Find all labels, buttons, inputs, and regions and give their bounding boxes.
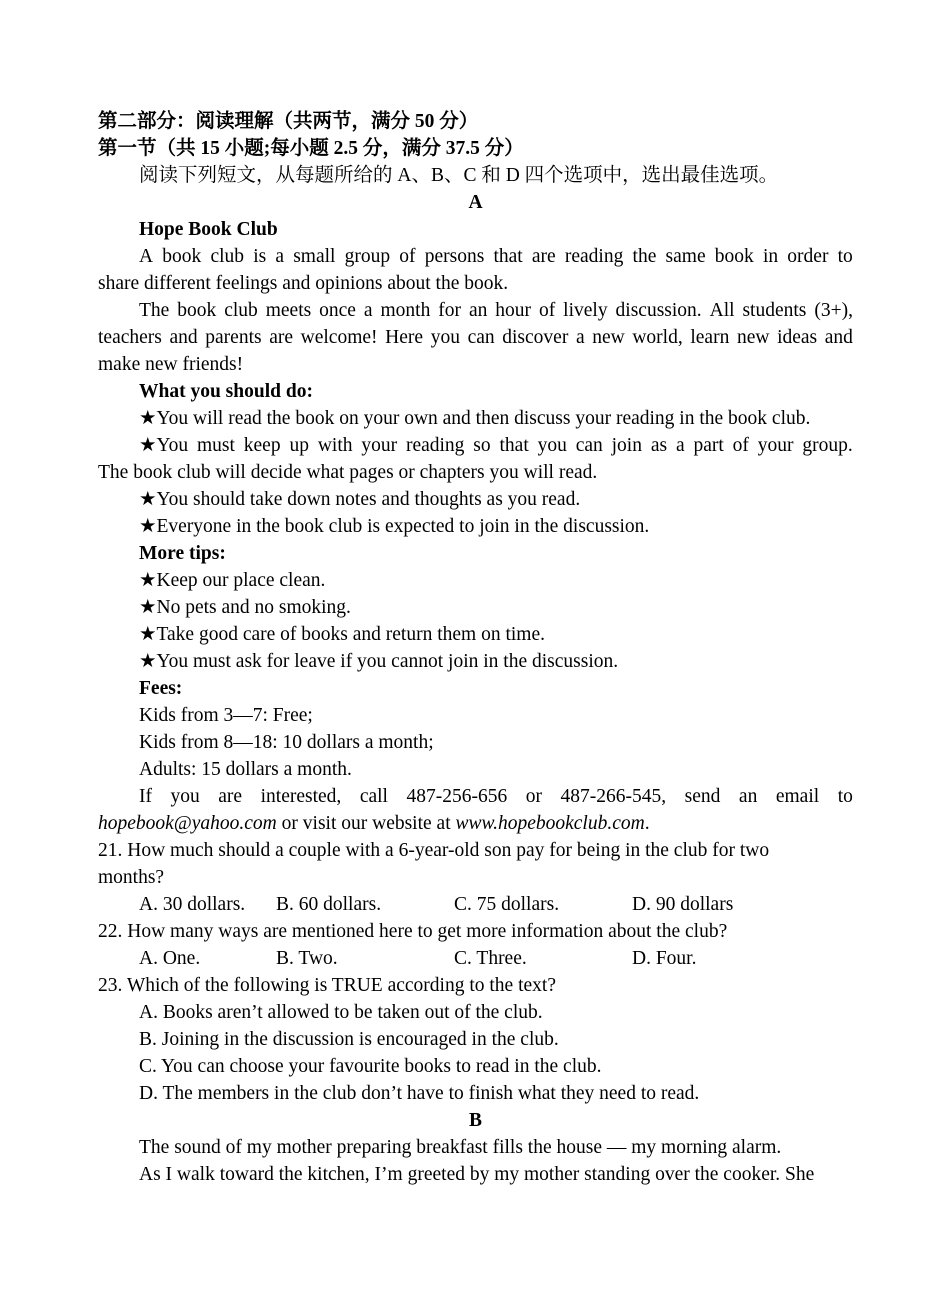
option-b: B. Two.: [276, 948, 338, 969]
word: in: [762, 246, 779, 267]
tip-item-1: ★Keep our place clean.: [139, 570, 326, 591]
word: reading: [564, 246, 624, 267]
word: you: [170, 786, 200, 807]
word: your: [361, 435, 398, 456]
part-heading: 第二部分：阅读理解（共两节，满分 50 分）: [98, 111, 479, 132]
word: you: [430, 327, 460, 348]
word: persons: [424, 246, 485, 267]
word: and: [169, 327, 198, 348]
question-21-line-1: 21. How much should a couple with a 6-year-old son pay for being in the club for two: [98, 840, 770, 861]
contact-line-2: [98, 810, 853, 837]
word: group: [344, 246, 391, 267]
word: students: [742, 300, 807, 321]
word: are: [269, 327, 294, 348]
question-23-option-c: C. You can choose your favourite books to read in the club.: [139, 1056, 602, 1077]
word: send: [684, 786, 721, 807]
word: the: [632, 246, 657, 267]
word: a: [275, 246, 285, 267]
word: that: [499, 435, 529, 456]
question-21-options: [98, 891, 853, 918]
question-23-option-a: A. Books aren’t allowed to be taken out of the club.: [139, 1002, 543, 1023]
word: club: [224, 300, 258, 321]
word: a: [675, 435, 685, 456]
todo-item-2-line-2: The book club will decide what pages or chapters you will read.: [98, 462, 598, 483]
word: club: [210, 246, 245, 267]
word: welcome!: [300, 327, 378, 348]
fee-item-2: Kids from 8—18: 10 dollars a month;: [139, 732, 434, 753]
question-22-options: [98, 945, 853, 972]
word: up: [289, 435, 309, 456]
word: discussion.: [615, 300, 702, 321]
question-23-option-d: D. The members in the club don’t have to finish what they need to read.: [139, 1083, 700, 1104]
word: of: [538, 300, 556, 321]
paragraph-2-line-2: [98, 324, 853, 351]
word: A: [139, 246, 154, 267]
passage-b-paragraph-2: As I walk toward the kitchen, I’m greeted by my mother standing over the cooker. She: [139, 1164, 815, 1185]
todo-item-1: ★You will read the book on your own and then discuss your reading in the book club.: [139, 408, 811, 429]
word: new: [592, 327, 625, 348]
passage-b-letter: B: [468, 1110, 482, 1131]
word: (3+),: [814, 300, 853, 321]
word: are: [218, 786, 243, 807]
option-d: D. 90 dollars: [632, 894, 734, 915]
fee-item-3: Adults: 15 dollars a month.: [139, 759, 352, 780]
word: a: [363, 300, 373, 321]
paragraph-2-line-3: make new friends!: [98, 354, 244, 375]
word: as: [650, 435, 668, 456]
question-23: 23. Which of the following is TRUE according to the text?: [98, 975, 556, 996]
word: small: [293, 246, 336, 267]
passage-a-letter: A: [468, 192, 483, 213]
word: you: [537, 435, 567, 456]
word: email: [775, 786, 820, 807]
word: can: [467, 327, 495, 348]
word: world,: [632, 327, 683, 348]
word: of: [732, 435, 749, 456]
word: book: [714, 246, 754, 267]
word: All: [709, 300, 735, 321]
word: to: [837, 246, 853, 267]
question-21-line-2: months?: [98, 867, 165, 888]
word: can: [575, 435, 603, 456]
word: a: [575, 327, 585, 348]
word: an: [738, 786, 758, 807]
instructions: 阅读下列短文，从每题所给的 A、B、C 和 D 四个选项中，选出最佳选项。: [139, 165, 779, 186]
word: ideas: [777, 327, 818, 348]
option-a: A. 30 dollars.: [139, 894, 246, 915]
word: with: [317, 435, 353, 456]
question-22: 22. How many ways are mentioned here to get more information about the club?: [98, 921, 728, 942]
word: ★You: [139, 435, 189, 456]
word: The: [139, 300, 170, 321]
option-c: C. Three.: [454, 948, 527, 969]
paragraph-1-line-1: [98, 243, 853, 270]
paragraph-2-line-1: [98, 297, 853, 324]
contact-mid-text: or visit our website at: [276, 813, 456, 834]
word: order: [787, 246, 829, 267]
word: book: [162, 246, 202, 267]
word: part: [693, 435, 724, 456]
option-b: B. 60 dollars.: [276, 894, 382, 915]
word: meets: [265, 300, 312, 321]
todo-heading: What you should do:: [139, 381, 313, 402]
word: teachers: [98, 327, 162, 348]
word: parents: [205, 327, 262, 348]
todo-item-4: ★Everyone in the book club is expected to join in the discussion.: [139, 516, 650, 537]
word: and: [824, 327, 853, 348]
exam-page: [98, 108, 853, 1188]
word: so: [473, 435, 491, 456]
word: once: [319, 300, 356, 321]
word: same: [665, 246, 706, 267]
word: of: [399, 246, 416, 267]
todo-item-2-line-1: [98, 432, 853, 459]
word: interested,: [260, 786, 342, 807]
word: month: [380, 300, 431, 321]
word: book: [177, 300, 217, 321]
word: 487-256-656: [406, 786, 508, 807]
option-d: D. Four.: [632, 948, 697, 969]
question-23-option-b: B. Joining in the discussion is encouraged in the club.: [139, 1029, 559, 1050]
todo-item-3: ★You should take down notes and thoughts as you read.: [139, 489, 581, 510]
passage-b-paragraph-1: The sound of my mother preparing breakfast fills the house — my morning alarm.: [139, 1137, 782, 1158]
tips-heading: More tips:: [139, 543, 226, 564]
passage-title: Hope Book Club: [139, 219, 278, 240]
word: that: [493, 246, 523, 267]
word: for: [438, 300, 462, 321]
word: is: [253, 246, 267, 267]
contact-website[interactable]: www.hopebookclub.com: [455, 813, 645, 834]
contact-line-1: [98, 783, 853, 810]
word: must: [196, 435, 235, 456]
word: your: [757, 435, 794, 456]
option-c: C. 75 dollars.: [454, 894, 560, 915]
word: 487-266-545,: [560, 786, 667, 807]
section-heading: 第一节（共 15 小题;每小题 2.5 分，满分 37.5 分）: [98, 138, 524, 159]
word: lively: [563, 300, 608, 321]
word: group.: [802, 435, 853, 456]
contact-end-text: .: [644, 813, 650, 834]
fees-heading: Fees:: [139, 678, 183, 699]
tip-item-3: ★Take good care of books and return them on time.: [139, 624, 545, 645]
word: new: [736, 327, 770, 348]
word: Here: [385, 327, 424, 348]
word: If: [139, 786, 152, 807]
contact-email[interactable]: hopebook@yahoo.com: [98, 813, 277, 834]
tip-item-4: ★You must ask for leave if you cannot join in the discussion.: [139, 651, 619, 672]
word: discover: [502, 327, 569, 348]
word: an: [468, 300, 488, 321]
word: are: [531, 246, 556, 267]
word: keep: [243, 435, 281, 456]
word: join: [611, 435, 642, 456]
tip-item-2: ★No pets and no smoking.: [139, 597, 351, 618]
word: reading: [405, 435, 465, 456]
word: or: [525, 786, 542, 807]
option-a: A. One.: [139, 948, 201, 969]
word: call: [359, 786, 388, 807]
word: hour: [495, 300, 532, 321]
word: learn: [690, 327, 730, 348]
word: to: [837, 786, 853, 807]
fee-item-1: Kids from 3—7: Free;: [139, 705, 313, 726]
paragraph-1-line-2: share different feelings and opinions about the book.: [98, 273, 509, 294]
